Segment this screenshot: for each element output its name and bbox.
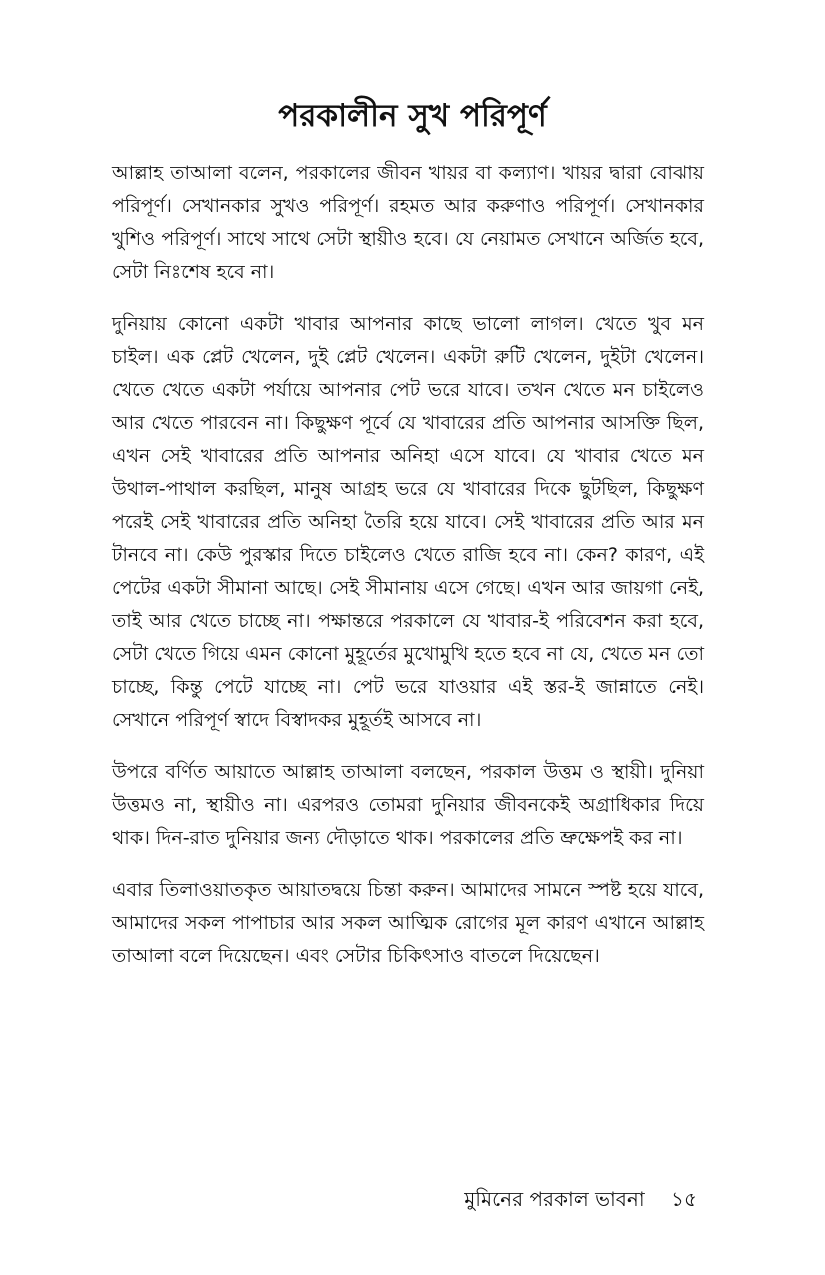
- page-footer: [464, 1184, 697, 1214]
- running-book-title: মুমিনের পরকাল ভাবনা: [464, 1187, 645, 1211]
- page-body: [112, 157, 704, 992]
- paragraph-3: উপরে বর্ণিত আয়াতে আল্লাহ তাআলা বলছেন, পরকাল উত্তম ও স্থায়ী। দুনিয়া উত্তমও না, স্থায়ীও না। এরপরও তোমরা দুনিয়ার জীবনকেই অগ্রাধিকার দিয়ে থাক। দিন-রাত দুনিয়ার জন্য দৌড়াতে থাক। পরকালের প্রতি ভ্রুক্ষেপই কর না।: [112, 761, 704, 849]
- page-title: পরকালীন সুখ পরিপূর্ণ: [278, 98, 547, 134]
- paragraph-1: আল্লাহ তাআলা বলেন, পরকালের জীবন খায়র বা কল্যাণ। খায়র দ্বারা বোঝায় পরিপূর্ণ। সেখানকার সুখও পরিপূর্ণ। রহমত আর করুণাও পরিপূর্ণ। সেখানকার খুশিও পরিপূর্ণ। সাথে সাথে সেটা স্থায়ীও হবে। যে নেয়ামত সেখানে অর্জিত হবে, সেটা নিঃশেষ হবে না।: [112, 162, 704, 283]
- paragraph-4: এবার তিলাওয়াতকৃত আয়াতদ্বয়ে চিন্তা করুন। আমাদের সামনে স্পষ্ট হয়ে যাবে, আমাদের সকল পাপাচার আর সকল আত্মিক রোগের মূল কারণ এখানে আল্লাহ তাআলা বলে দিয়েছেন। এবং সেটার চিকিৎসাও বাতলে দিয়েছেন।: [112, 879, 704, 967]
- page-number: ১৫: [671, 1187, 697, 1211]
- paragraph-2: দুনিয়ায় কোনো একটা খাবার আপনার কাছে ভালো লাগল। খেতে খুব মন চাইল। এক প্লেট খেলেন, দুই প্লেট খেলেন। একটা রুটি খেলেন, দুইটা খেলেন। খেতে খেতে একটা পর্যায়ে আপনার পেট ভরে যাবে। তখন খেতে মন চাইলেও আর খেতে পারবেন না। কিছুক্ষণ পূর্বে যে খাবারের প্রতি আপনার আসক্তি ছিল, এখন সেই খাবারের প্রতি আপনার অনিহা এসে যাবে। যে খাবার খেতে মন উথাল-পাথাল করছিল, মানুষ আগ্রহ ভরে যে খাবারের দিকে ছুটছিল, কিছুক্ষণ পরেই সেই খাবারের প্রতি অনিহা তৈরি হয়ে যাবে। সেই খাবারের প্রতি আর মন টানবে না। কেউ পুরস্কার দিতে চাইলেও খেতে রাজি হবে না। কেন? কারণ, এই পেটের একটা সীমানা আছে। সেই সীমানায় এসে গেছে। এখন আর জায়গা নেই, তাই আর খেতে চাচ্ছে না। পক্ষান্তরে পরকালে যে খাবার-ই পরিবেশন করা হবে, সেটা খেতে গিয়ে এমন কোনো মুহূর্তের মুখোমুখি হতে হবে না যে, খেতে মন তো চাচ্ছে, কিন্তু পেটে যাচ্ছে না। পেট ভরে যাওয়ার এই স্তর-ই জান্নাতে নেই। সেখানে পরিপূর্ণ স্বাদে বিস্বাদকর মুহূর্তই আসবে না।: [112, 313, 704, 731]
